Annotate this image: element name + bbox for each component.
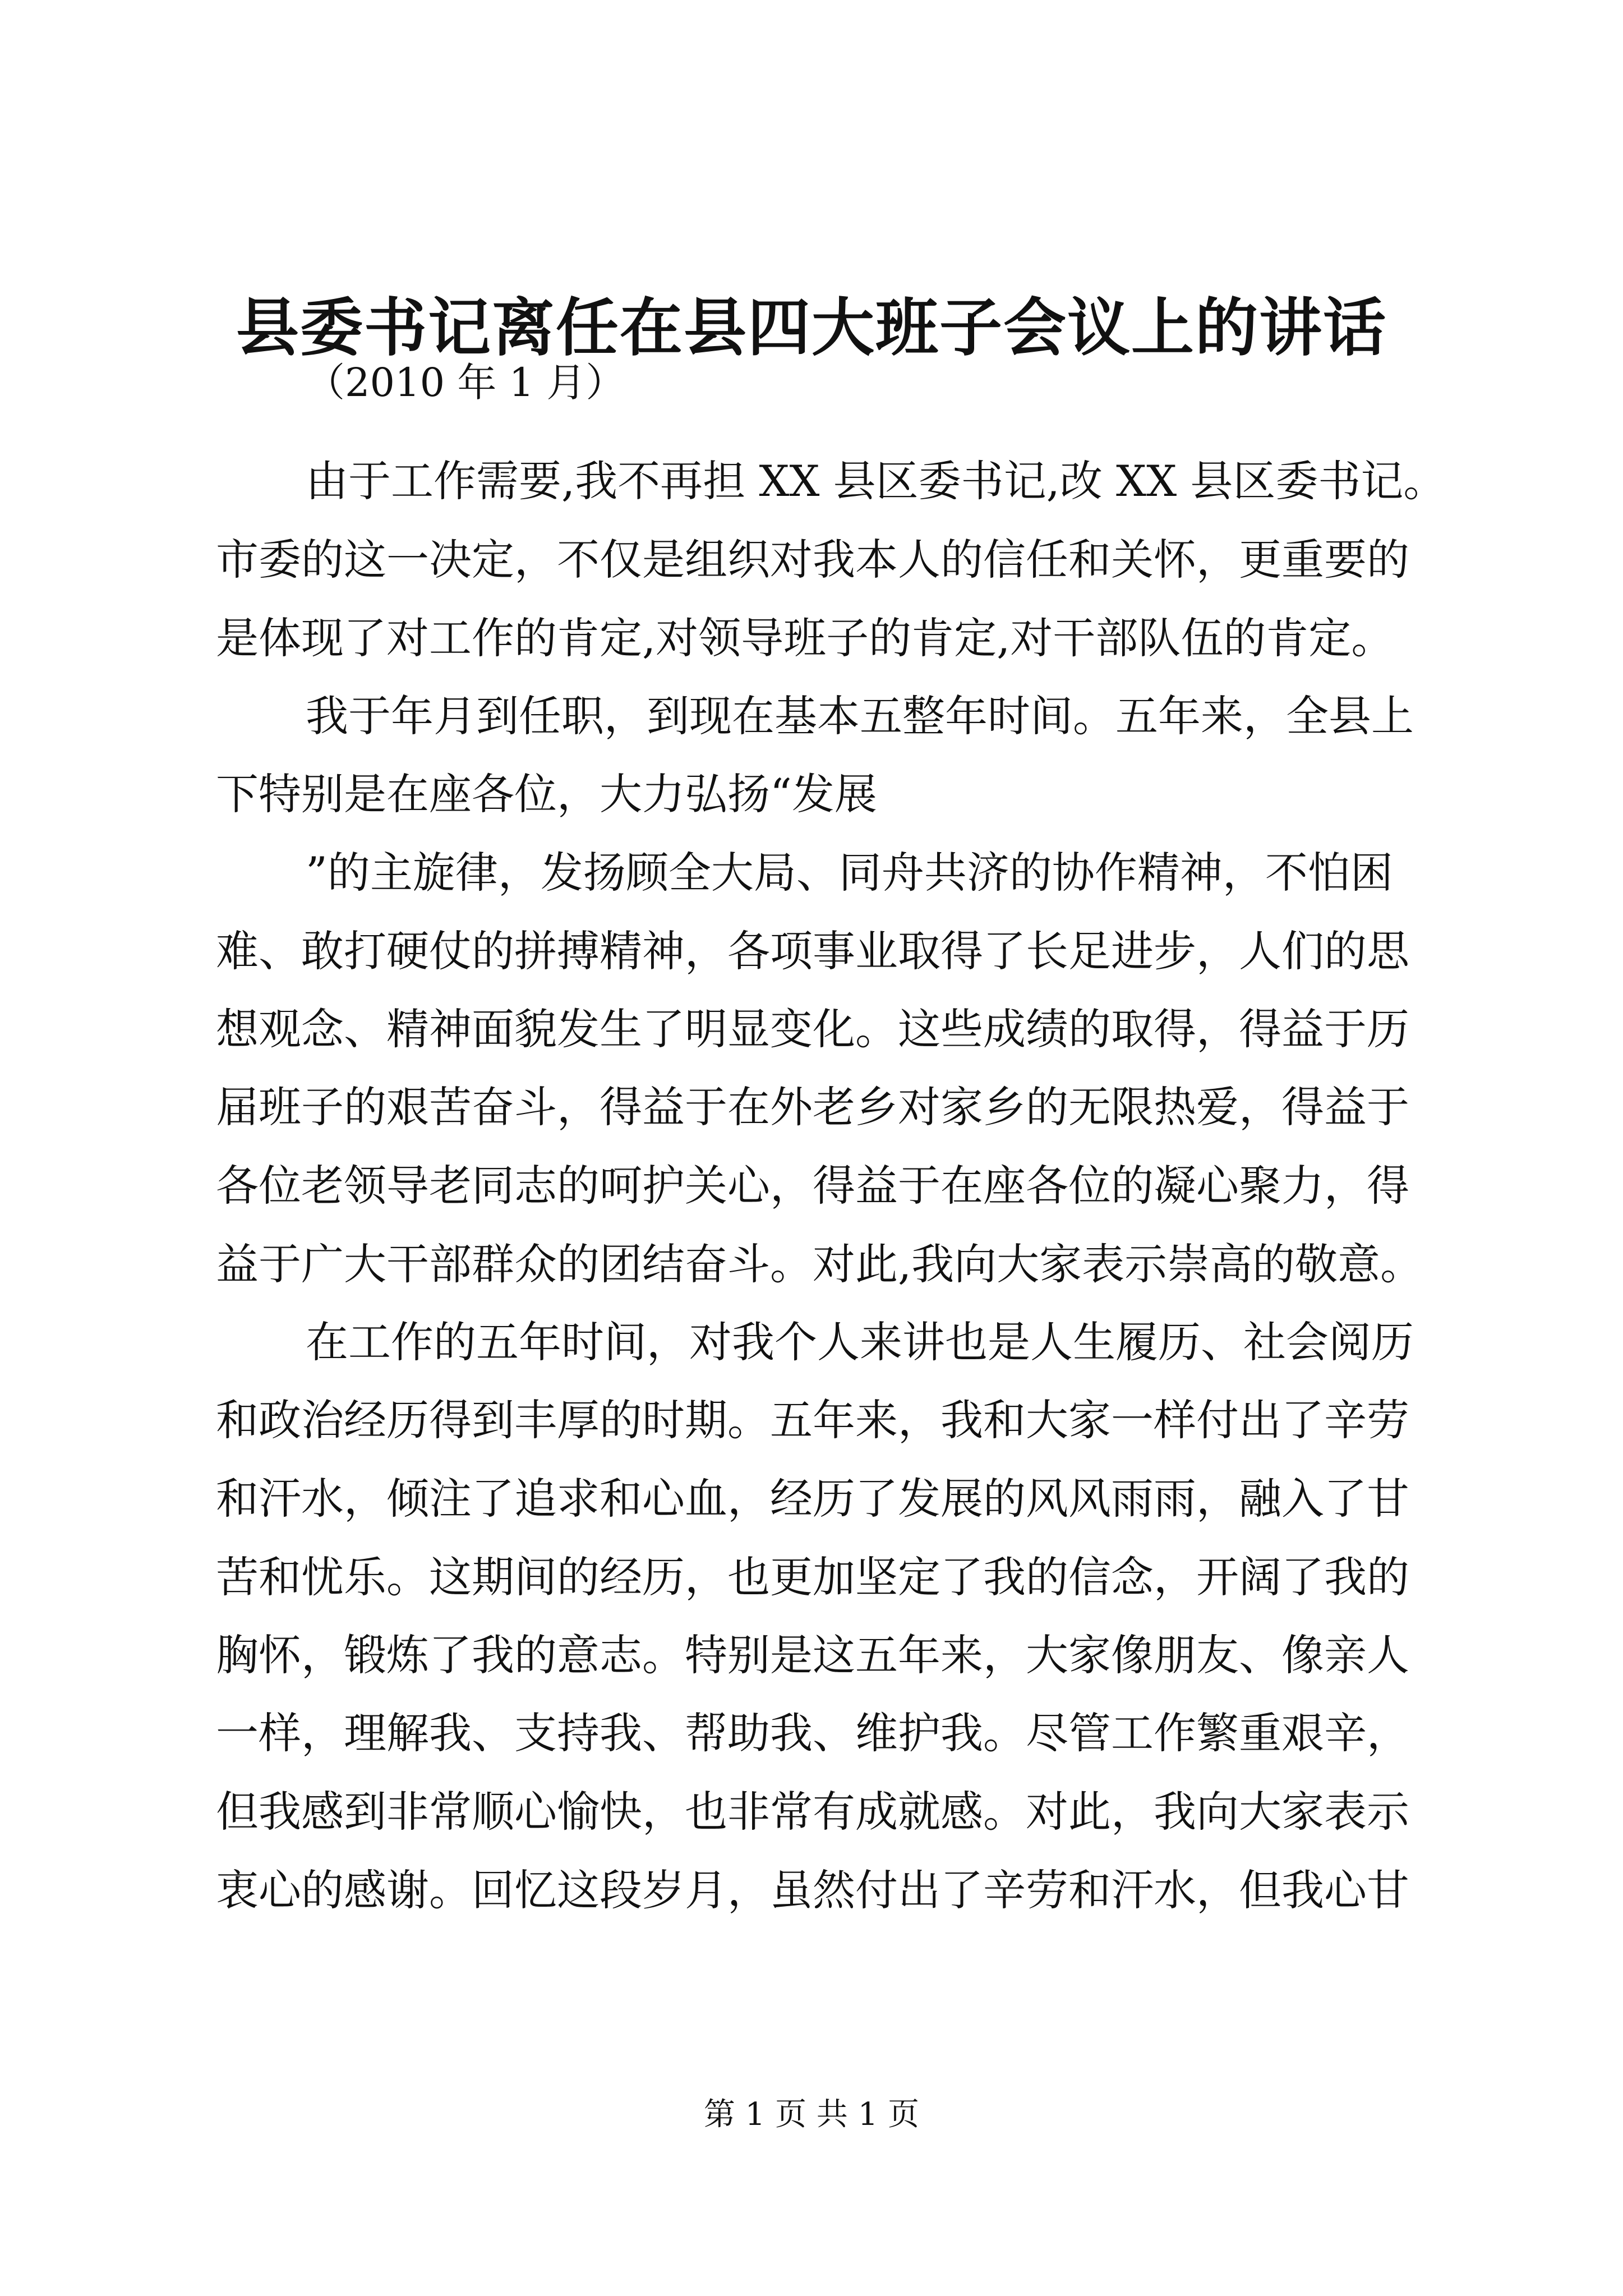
paragraph-line: 想观念、精神面貌发生了明显变化。这些成绩的取得，得益于历 [216,1004,1409,1054]
paragraph-line: 和汗水，倾注了追求和心血，经历了发展的风风雨雨，融入了甘 [216,1474,1409,1524]
paragraph-line: 一样，理解我、支持我、帮助我、维护我。尽管工作繁重艰辛， [216,1708,1409,1758]
paragraph-line: 益于广大干部群众的团结奋斗。对此,我向大家表示崇高的敬意。 [216,1239,1423,1289]
paragraph-line: 由于工作需要,我不再担 XX 县区委书记,改 XX 县区委书记。 [306,456,1446,506]
paragraph-line: 和政治经历得到丰厚的时期。五年来，我和大家一样付出了辛劳 [216,1395,1409,1445]
paragraph-line: ”的主旋律，发扬顾全大局、同舟共济的协作精神，不怕困 [306,848,1393,898]
document-title: 县委书记离任在县四大班子会议上的讲话 [236,291,1387,365]
paragraph-line: 在工作的五年时间，对我个人来讲也是人生履历、社会阅历 [306,1317,1414,1367]
paragraph-line: 但我感到非常顺心愉快，也非常有成就感。对此，我向大家表示 [216,1787,1409,1837]
paragraph-line: 难、敢打硬仗的拼搏精神，各项事业取得了长足进步，人们的思 [216,926,1409,976]
paragraph-line: 苦和忧乐。这期间的经历，也更加坚定了我的信念，开阔了我的 [216,1552,1409,1602]
paragraph-line: 衷心的感谢。回忆这段岁月，虽然付出了辛劳和汗水，但我心甘 [216,1865,1409,1915]
paragraph-line: 市委的这一决定，不仅是组织对我本人的信任和关怀，更重要的 [216,535,1409,585]
paragraph-line: 届班子的艰苦奋斗，得益于在外老乡对家乡的无限热爱，得益于 [216,1082,1409,1132]
document-date: （2010 年 1 月） [306,360,625,406]
paragraph-line: 下特别是在座各位，大力弘扬“发展 [216,769,877,819]
paragraph-line: 各位老领导老同志的呵护关心，得益于在座各位的凝心聚力，得 [216,1161,1409,1211]
paragraph-line: 我于年月到任职，到现在基本五整年时间。五年来，全县上 [306,691,1414,741]
paragraph-line: 胸怀，锻炼了我的意志。特别是这五年来，大家像朋友、像亲人 [216,1630,1409,1680]
page-footer: 第 1 页 共 1 页 [703,2096,920,2133]
paragraph-line: 是体现了对工作的肯定,对领导班子的肯定,对干部队伍的肯定。 [216,613,1394,663]
